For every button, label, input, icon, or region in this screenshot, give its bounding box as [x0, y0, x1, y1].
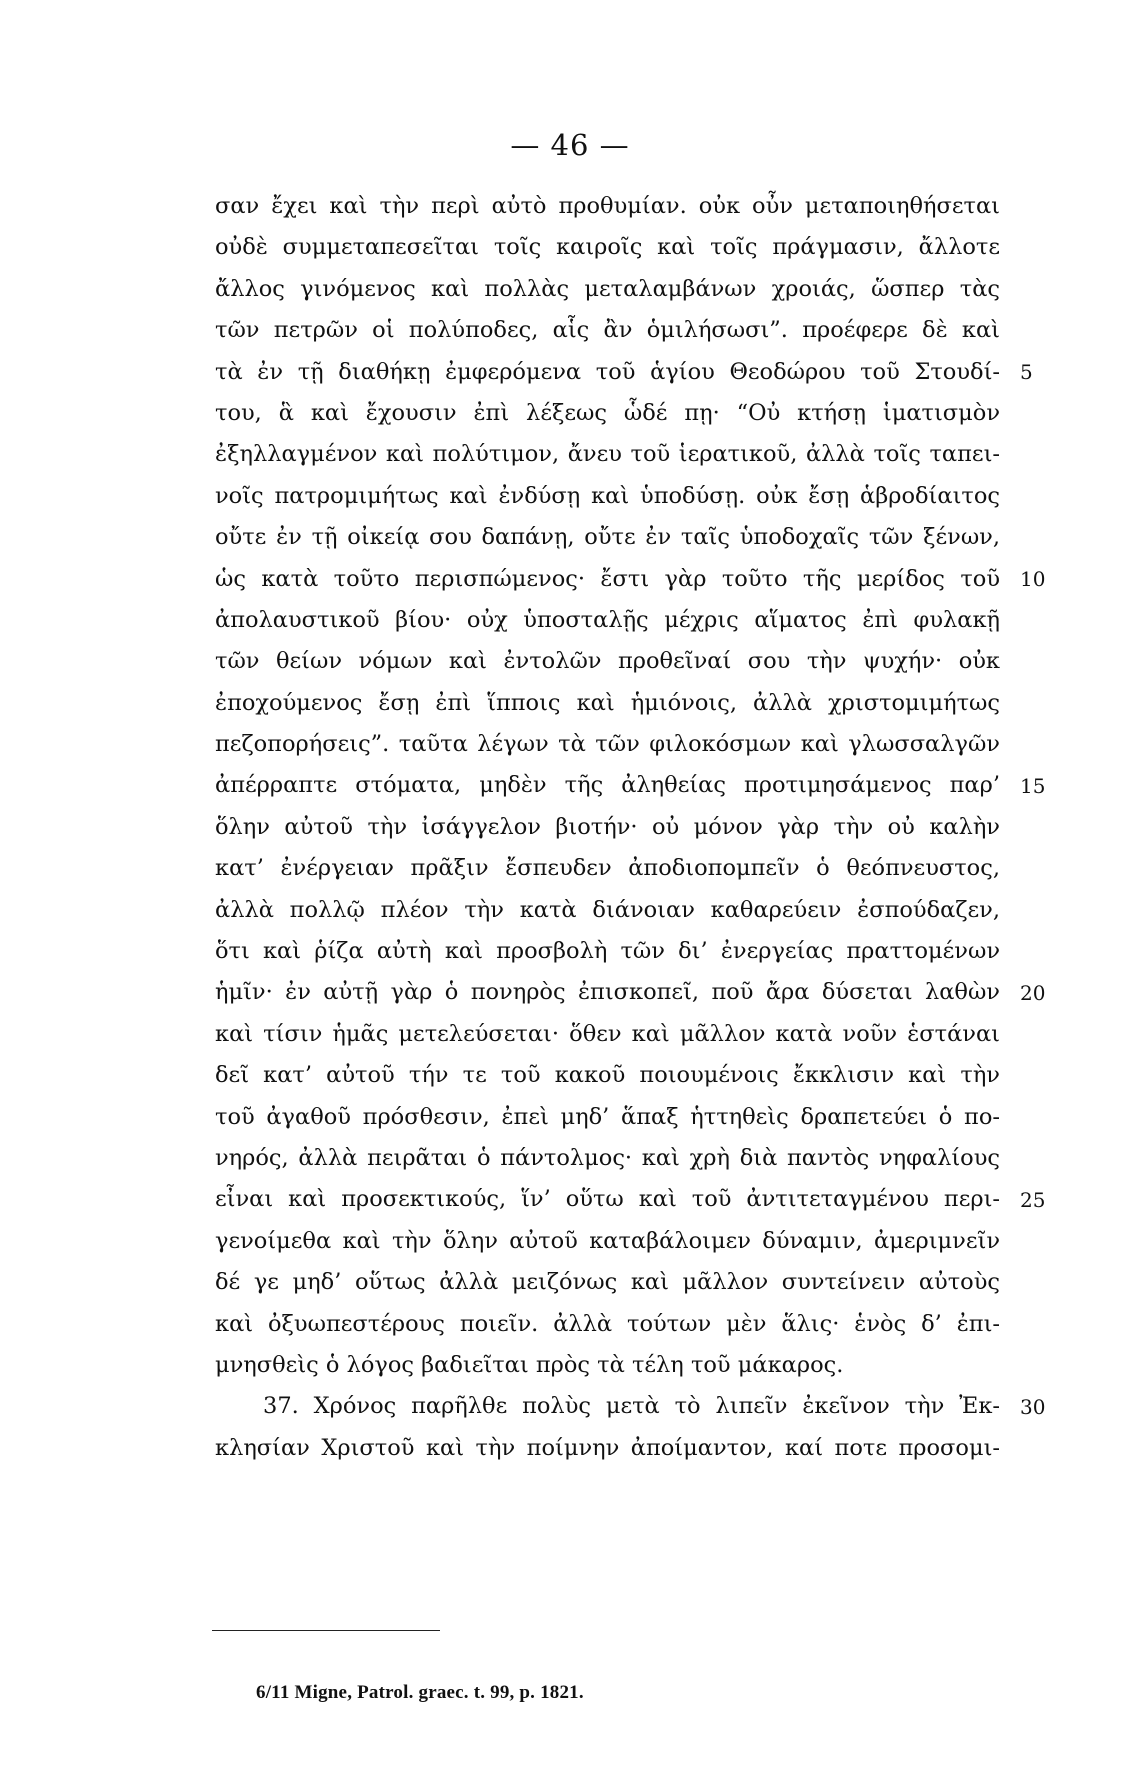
text-line-5: τὰ ἐν τῇ διαθήκῃ ἐμφερόμενα τοῦ ἁγίου Θεοδώρου τοῦ Στουδί- — [215, 358, 1000, 385]
text-line-28: καὶ ὀξυωπεστέρους ποιεῖν. ἀλλὰ τούτων μὲν ἅλις· ἑνὸς δ’ ἐπι- — [215, 1310, 1000, 1337]
line-number-25: 25 — [1020, 1187, 1046, 1212]
text-line-18: ἀλλὰ πολλῷ πλέον τὴν κατὰ διάνοιαν καθαρεύειν ἐσπούδαζεν, — [215, 896, 1000, 923]
text-line-16: ὅλην αὐτοῦ τὴν ἰσάγγελον βιοτήν· οὐ μόνον γὰρ τὴν οὐ καλὴν — [215, 813, 1000, 840]
line-number-10: 10 — [1020, 566, 1046, 591]
text-line-21: καὶ τίσιν ἡμᾶς μετελεύσεται· ὅθεν καὶ μᾶλλον κατὰ νοῦν ἑστάναι — [215, 1020, 1000, 1047]
text-line-13: ἐποχούμενος ἔσῃ ἐπὶ ἵπποις καὶ ἡμιόνοις, ἀλλὰ χριστομιμήτως — [215, 689, 1000, 716]
text-line-29: μνησθεὶς ὁ λόγος βαδιεῖται πρὸς τὰ τέλη τοῦ μάκαρος. — [215, 1351, 844, 1378]
text-line-4: τῶν πετρῶν οἱ πολύποδες, αἷς ἂν ὁμιλήσωσι”. προέφερε δὲ καὶ — [215, 317, 1000, 344]
page-number: — 46 — — [510, 128, 630, 162]
text-line-2: οὐδὲ συμμεταπεσεῖται τοῖς καιροῖς καὶ τοῖς πράγμασιν, ἄλλοτε — [215, 234, 1000, 261]
text-line-17: κατ’ ἐνέργειαν πρᾶξιν ἔσπευδεν ἀποδιοπομπεῖν ὁ θεόπνευστος, — [215, 855, 1000, 882]
text-line-31: κλησίαν Χριστοῦ καὶ τὴν ποίμνην ἀποίμαντον, καί ποτε προσομι- — [215, 1434, 1000, 1461]
text-line-19: ὅτι καὶ ῥίζα αὐτὴ καὶ προσβολὴ τῶν δι’ ἐνεργείας πραττομένων — [215, 938, 1000, 965]
text-line-6: του, ἃ καὶ ἔχουσιν ἐπὶ λέξεως ὧδέ πῃ· “Οὐ κτήσῃ ἱματισμὸν — [215, 399, 1000, 426]
text-line-22: δεῖ κατ’ αὐτοῦ τήν τε τοῦ κακοῦ ποιουμένοις ἔκκλισιν καὶ τὴν — [215, 1062, 1000, 1089]
footnote-rule — [212, 1630, 440, 1631]
main-text — [215, 186, 1000, 1469]
text-line-1: σαν ἔχει καὶ τὴν περὶ αὐτὸ προθυμίαν. οὐκ οὖν μεταποιηθήσεται — [215, 193, 1000, 219]
text-line-9: οὔτε ἐν τῇ οἰκείᾳ σου δαπάνῃ, οὔτε ἐν ταῖς ὑποδοχαῖς τῶν ξένων, — [215, 524, 1000, 551]
text-line-27: δέ γε μηδ’ οὕτως ἀλλὰ μειζόνως καὶ μᾶλλον συντείνειν αὐτοὺς — [215, 1269, 1000, 1296]
line-number-15: 15 — [1020, 773, 1046, 798]
text-line-26: γενοίμεθα καὶ τὴν ὅλην αὐτοῦ καταβάλοιμεν δύναμιν, ἀμεριμνεῖν — [215, 1227, 1000, 1254]
text-line-24: νηρός, ἀλλὰ πειρᾶται ὁ πάντολμος· καὶ χρὴ διὰ παντὸς νηφαλίους — [215, 1144, 1000, 1171]
text-line-23: τοῦ ἀγαθοῦ πρόσθεσιν, ἐπεὶ μηδ’ ἅπαξ ἡττηθεὶς δραπετεύει ὁ πο- — [215, 1103, 1000, 1130]
text-line-8: νοῖς πατρομιμήτως καὶ ἐνδύσῃ καὶ ὑποδύσῃ. οὐκ ἔσῃ ἁβροδίαιτος — [215, 482, 1000, 509]
text-line-3: ἄλλος γινόμενος καὶ πολλὰς μεταλαμβάνων χροιάς, ὥσπερ τὰς — [215, 275, 1000, 302]
line-number-30: 30 — [1020, 1394, 1046, 1419]
line-number-5: 5 — [1020, 359, 1033, 384]
text-line-10: ὡς κατὰ τοῦτο περισπώμενος· ἔστι γὰρ τοῦτο τῆς μερίδος τοῦ — [215, 565, 1000, 592]
text-line-20: ἡμῖν· ἐν αὐτῇ γὰρ ὁ πονηρὸς ἐπισκοπεῖ, ποῦ ἄρα δύσεται λαθὼν — [215, 979, 1000, 1006]
text-line-7: ἐξηλλαγμένον καὶ πολύτιμον, ἄνευ τοῦ ἱερατικοῦ, ἀλλὰ τοῖς ταπει- — [215, 441, 1000, 468]
text-line-11: ἀπολαυστικοῦ βίου· οὐχ ὑποσταλῇς μέχρις αἵματος ἐπὶ φυλακῇ — [215, 606, 1000, 633]
text-line-25: εἶναι καὶ προσεκτικούς, ἵν’ οὕτω καὶ τοῦ ἀντιτεταγμένου περι- — [215, 1186, 1000, 1213]
text-line-12: τῶν θείων νόμων καὶ ἐντολῶν προθεῖναί σου τὴν ψυχήν· οὐκ — [215, 648, 1000, 675]
footnote: 6/11 Migne, Patrol. graec. t. 99, p. 1821. — [256, 1682, 584, 1703]
text-line-15: ἀπέρραπτε στόματα, μηδὲν τῆς ἀληθείας προτιμησάμενος παρ’ — [215, 772, 1000, 799]
text-line-14: πεζοπορήσεις”. ταῦτα λέγων τὰ τῶν φιλοκόσμων καὶ γλωσσαλγῶν — [215, 731, 1000, 758]
line-number-20: 20 — [1020, 980, 1046, 1005]
text-line-30: 37. Χρόνος παρῆλθε πολὺς μετὰ τὸ λιπεῖν ἐκεῖνον τὴν Ἐκ- — [263, 1393, 1000, 1420]
